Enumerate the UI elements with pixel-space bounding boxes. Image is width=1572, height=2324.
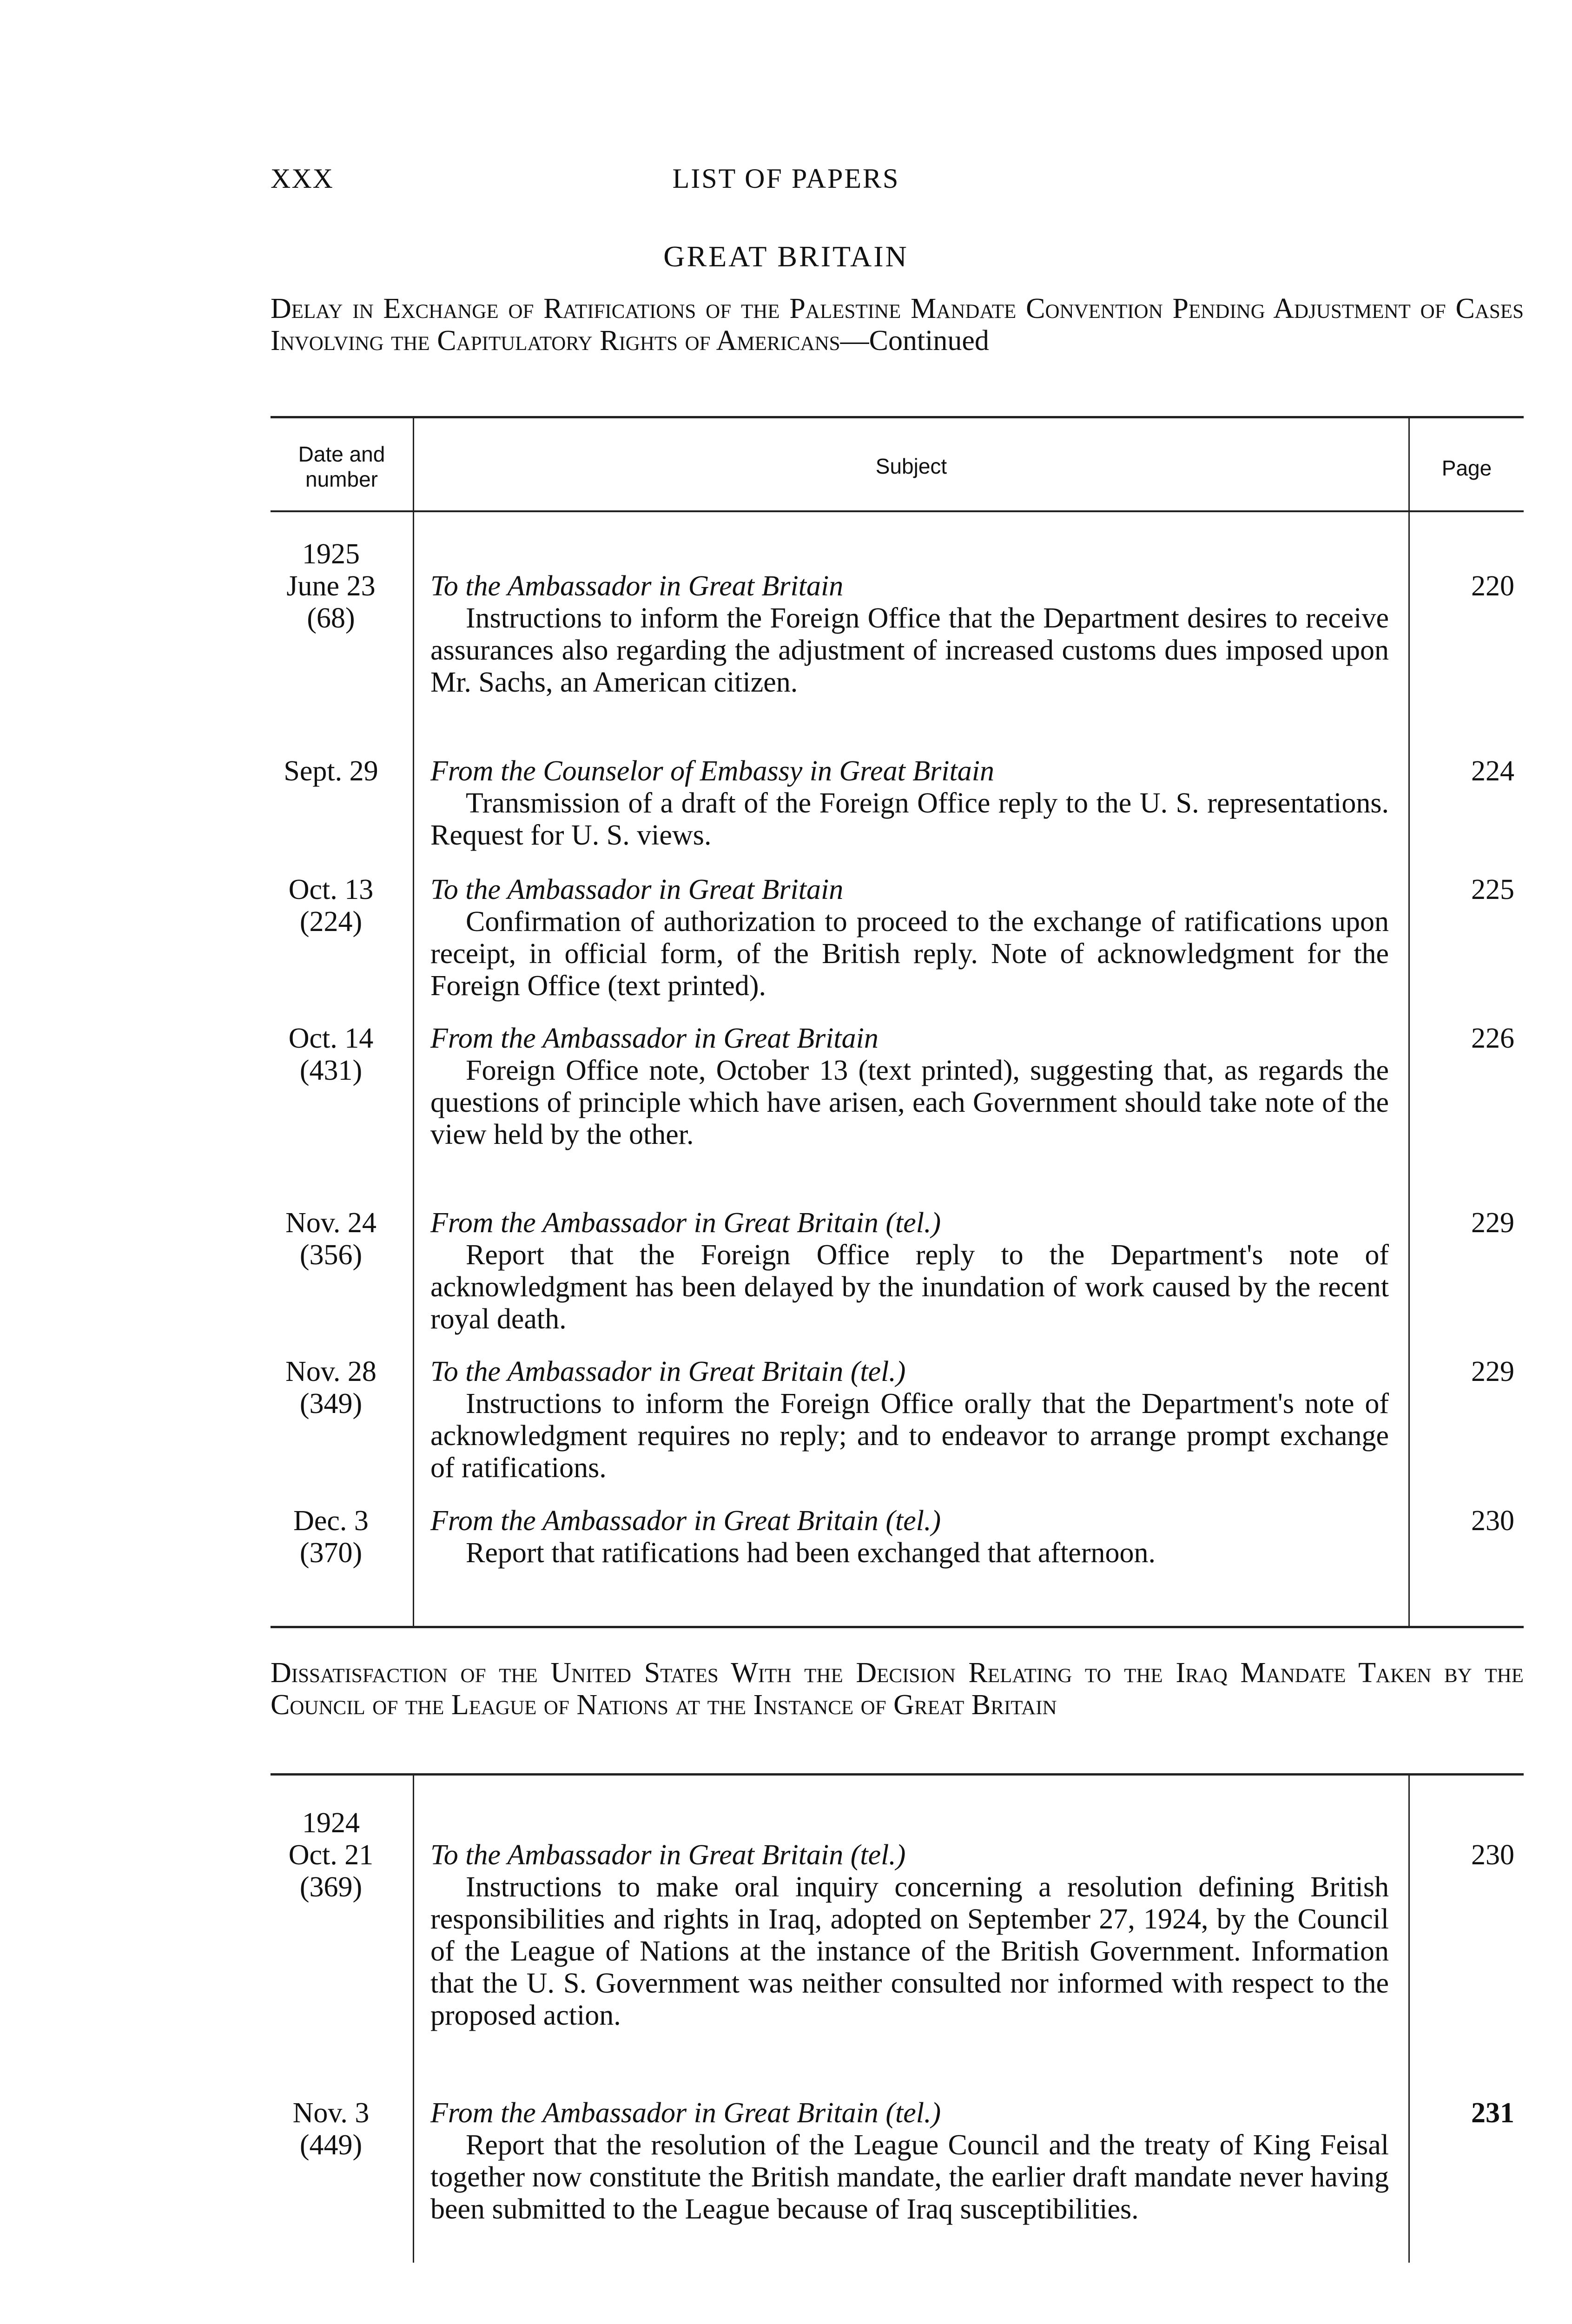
- column-header-date: Date and number: [298, 442, 385, 491]
- entry-addressee: To the Ambassador in Great Britain: [430, 570, 844, 602]
- entry-day: June 23: [286, 570, 376, 602]
- column-divider: [413, 417, 414, 1626]
- section-heading-iraq: [271, 1657, 1524, 1721]
- entry-page: 229: [1471, 1207, 1514, 1239]
- entry-number: (431): [299, 1055, 363, 1086]
- entry-date: [271, 1207, 391, 1271]
- section-heading-text: Dissatisfaction of the United States With the Decision Relating to the Iraq Mandate Taken by the Council of the League of Nations at the Instance of Great Britain: [271, 1657, 1524, 1721]
- entry-page: 230: [1471, 1839, 1514, 1871]
- entry-date: [271, 538, 391, 634]
- entry-day: Oct. 14: [288, 1023, 374, 1054]
- entry-description: Instructions to inform the Foreign Office orally that the Department's note of acknowledgment requires no reply; and to endeavor to arrange prompt exchange of ratifications.: [430, 1388, 1389, 1484]
- entry-addressee: To the Ambassador in Great Britain (tel.): [430, 1839, 906, 1871]
- section-heading-text: Delay in Exchange of Ratifications of the Palestine Mandate Convention Pending Adjustment of Cases Involving the Capitulatory Rights of Americans: [271, 293, 1524, 357]
- entry-page: 231: [1471, 2097, 1514, 2129]
- entry-description: Foreign Office note, October 13 (text printed), suggesting that, as regards the questions of principle which have arisen, each Government should take note of the view held by the other.: [430, 1055, 1389, 1150]
- list-item: [430, 570, 1389, 699]
- header-rule: [271, 510, 1524, 512]
- entry-number: (449): [299, 2129, 363, 2161]
- page-number: XXX: [271, 163, 334, 194]
- list-item: [430, 2097, 1389, 2225]
- entry-day: Nov. 3: [292, 2097, 370, 2129]
- entry-description: Report that the resolution of the League Council and the treaty of King Feisal together now constitute the British mandate, the earlier draft mandate never having been submitted to the League because of Iraq susceptibilities.: [430, 2129, 1389, 2225]
- entry-date: [271, 1807, 391, 1903]
- entry-addressee: From the Ambassador in Great Britain (tel.): [430, 1207, 941, 1239]
- entry-addressee: To the Ambassador in Great Britain: [430, 874, 844, 905]
- entry-page: 226: [1471, 1023, 1514, 1054]
- entry-date: [271, 755, 391, 787]
- entry-day: Nov. 28: [285, 1356, 376, 1387]
- entry-description: Report that the Foreign Office reply to the Department's note of acknowledgment has been delayed by the inundation of work caused by the recent royal death.: [430, 1239, 1389, 1335]
- entry-addressee: To the Ambassador in Great Britain (tel.): [430, 1356, 906, 1387]
- column-header-subject: Subject: [875, 454, 947, 478]
- list-item: [430, 1023, 1389, 1151]
- list-item: [430, 1839, 1389, 2032]
- list-item: [430, 1505, 1389, 1569]
- entry-number: (369): [299, 1871, 363, 1903]
- entry-page: 230: [1471, 1505, 1514, 1537]
- entry-description: Transmission of a draft of the Foreign Office reply to the U. S. representations. Request for U. S. views.: [430, 787, 1389, 851]
- entry-addressee: From the Ambassador in Great Britain (tel.): [430, 1505, 941, 1537]
- entry-number: (356): [299, 1239, 363, 1271]
- entry-number: (370): [299, 1537, 363, 1569]
- entry-description: Report that ratifications had been exchanged that afternoon.: [466, 1537, 1156, 1569]
- entry-page: 220: [1471, 570, 1514, 602]
- list-item: [430, 1207, 1389, 1335]
- column-header-page: Page: [1441, 456, 1492, 480]
- list-item: [430, 874, 1389, 1002]
- column-divider: [413, 1775, 414, 2263]
- entry-date: [271, 874, 391, 938]
- entry-day: Sept. 29: [284, 755, 378, 787]
- entry-day: Nov. 24: [285, 1207, 376, 1239]
- running-title: LIST OF PAPERS: [672, 163, 900, 194]
- entry-description: Instructions to make oral inquiry concerning a resolution defining British responsibilities and rights in Iraq, adopted on September 27, 1924, by the Council of the League of Nations at the instance of the British Government. Information that the U. S. Government was neither consulted nor informed with respect to the proposed action.: [430, 1871, 1389, 2031]
- entry-page: 225: [1471, 874, 1514, 905]
- entry-date: [271, 1356, 391, 1420]
- entry-addressee: From the Counselor of Embassy in Great Britain: [430, 755, 994, 787]
- entry-date: [271, 2097, 391, 2161]
- entry-addressee: From the Ambassador in Great Britain (tel.): [430, 2097, 941, 2129]
- table-bottom-rule: [271, 1626, 1524, 1628]
- entry-day: Oct. 13: [288, 874, 374, 905]
- entry-page: 224: [1471, 755, 1514, 787]
- entry-description: Confirmation of authorization to proceed to the exchange of ratifications upon receipt, in official form, of the British reply. Note of acknowledgment for the Foreign Office (text printed).: [430, 906, 1389, 1002]
- entry-description: Instructions to inform the Foreign Office that the Department desires to receive assurances also regarding the adjustment of increased customs dues imposed upon Mr. Sachs, an American citizen.: [430, 602, 1389, 698]
- entry-addressee: From the Ambassador in Great Britain: [430, 1023, 878, 1054]
- section-heading-suffix: —Continued: [840, 325, 989, 357]
- entry-year: 1924: [302, 1807, 360, 1839]
- entry-date: [271, 1505, 391, 1569]
- entry-page: 229: [1471, 1356, 1514, 1387]
- section-heading-palestine: [271, 293, 1524, 357]
- list-item: [430, 755, 1389, 852]
- entry-number: (349): [299, 1388, 363, 1419]
- entry-date: [271, 1023, 391, 1087]
- entry-day: Oct. 21: [288, 1839, 374, 1871]
- country-heading: GREAT BRITAIN: [663, 240, 909, 273]
- entry-number: (68): [307, 602, 355, 634]
- table-top-rule: [271, 1773, 1524, 1776]
- entry-day: Dec. 3: [293, 1505, 369, 1537]
- entry-year: 1925: [302, 538, 360, 570]
- entry-number: (224): [299, 906, 363, 938]
- table-top-rule: [271, 416, 1524, 418]
- list-item: [430, 1356, 1389, 1484]
